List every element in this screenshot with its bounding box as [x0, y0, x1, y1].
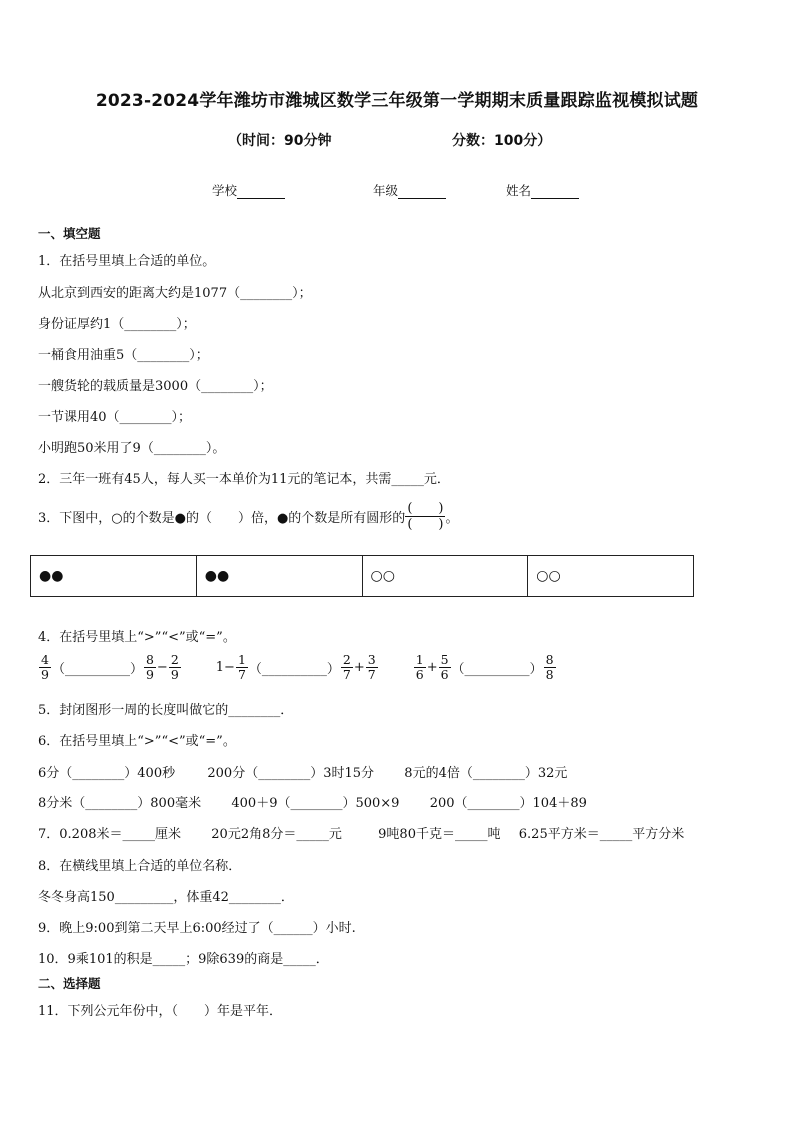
grade-blank[interactable] — [398, 186, 446, 199]
section-multiple-choice: 二、选择题 — [38, 976, 101, 991]
q3-cell: ○○ — [528, 556, 694, 597]
exam-title: 2023-2024学年潍坊市潍城区数学三年级第一学期期末质量跟踪监视模拟试题 — [95, 91, 699, 111]
frac-den: 7 — [342, 666, 351, 682]
q1-item: 身份证厚约1（________）； — [38, 317, 196, 332]
q8-stem: 8．在横线里填上合适的单位名称． — [38, 859, 242, 874]
frac-den: 8 — [545, 666, 554, 682]
name-field — [506, 181, 579, 199]
q3-frac-num: ( ) — [407, 500, 444, 516]
q10-text: 10．9乘101的积是_____；9除639的商是_____． — [38, 952, 329, 967]
q9-text: 9．晚上9:00到第二天早上6:00经过了（______）小时. — [38, 921, 356, 936]
frac-num: 8 — [145, 651, 154, 667]
q1-item: 从北京到西安的距离大约是1077（________）； — [38, 286, 312, 301]
q7-row — [38, 823, 684, 842]
q3-text-a: 3．下图中，○的个数是●的（ ）倍，●的个数是所有圆形的 — [38, 510, 406, 526]
frac-num: 3 — [367, 651, 376, 667]
frac-num: 2 — [342, 651, 351, 667]
frac-num: 4 — [41, 651, 49, 667]
operator: − — [156, 659, 168, 675]
q7-item: 9吨80千克＝_____吨 — [378, 827, 501, 842]
exam-time: （时间：90分钟 — [228, 133, 332, 149]
frac-den: 6 — [415, 666, 424, 682]
fraction — [341, 653, 353, 682]
frac-num: 8 — [545, 651, 554, 667]
fraction — [144, 653, 156, 682]
q1-item: 小明跑50米用了9（________）。 — [38, 441, 226, 456]
q1-item: 一节课用40（________）； — [38, 410, 192, 425]
grade-field — [373, 181, 446, 199]
frac-den: 9 — [41, 666, 49, 682]
frac-den: 7 — [237, 666, 246, 682]
q4-expressions — [38, 650, 557, 684]
school-blank[interactable] — [237, 186, 285, 199]
section-fill-in: 一、填空题 — [38, 226, 101, 241]
q1-stem: 1．在括号里填上合适的单位。 — [38, 254, 216, 269]
fraction — [414, 653, 426, 682]
frac-num: 2 — [170, 651, 179, 667]
q2-text: 2．三年一班有45人，每人买一本单价为11元的笔记本，共需_____元． — [38, 472, 450, 487]
q6-item: 8分米（________）800毫米 — [38, 796, 202, 811]
q6-item: 200分（________）3时15分 — [207, 766, 375, 781]
compare-blank[interactable]: （__________） — [451, 661, 543, 677]
q6-item: 8元的4倍（________）32元 — [404, 766, 568, 781]
q3-circle-table — [30, 555, 694, 597]
name-label: 姓名 — [506, 183, 532, 198]
q7-item: 20元2角8分＝_____元 — [211, 827, 342, 842]
frac-num: 1 — [237, 651, 246, 667]
fraction — [236, 653, 248, 682]
q3-text-end: 。 — [445, 510, 459, 526]
exam-score: 分数：100分） — [452, 133, 552, 149]
compare-blank[interactable]: （__________） — [51, 661, 143, 677]
q4-e2-lead: 1− — [215, 659, 235, 675]
name-blank[interactable] — [531, 186, 579, 199]
q1-item: 一艘货轮的载质量是3000（________）； — [38, 379, 273, 394]
compare-blank[interactable]: （__________） — [248, 661, 340, 677]
fraction — [439, 653, 451, 682]
frac-num: 5 — [440, 651, 449, 667]
q3-cell: ○○ — [362, 556, 528, 597]
fraction — [39, 653, 51, 682]
q6-row2 — [38, 792, 587, 811]
q6-item: 400＋9（________）500×9 — [231, 796, 400, 811]
q6-stem: 6．在括号里填上“>”“<”或“=”。 — [38, 734, 236, 749]
q8-line: 冬冬身高150_________，体重42________． — [38, 890, 294, 905]
q3-fraction-blank[interactable] — [405, 501, 445, 532]
q7-item: 6.25平方米＝_____平方分米 — [518, 827, 685, 842]
fraction — [544, 653, 556, 682]
q6-item: 6分（________）400秒 — [38, 766, 176, 781]
frac-num: 1 — [415, 651, 424, 667]
frac-den: 9 — [170, 666, 179, 682]
q3-cell: ●● — [31, 556, 197, 597]
q6-row1 — [38, 762, 567, 781]
grade-label: 年级 — [373, 183, 399, 198]
fraction — [366, 653, 378, 682]
q7-item: 7．0.208米＝_____厘米 — [38, 827, 181, 842]
q3-frac-den: ( ) — [407, 516, 444, 532]
school-field — [212, 181, 285, 199]
school-label: 学校 — [212, 183, 238, 198]
fraction — [169, 653, 181, 682]
q11-text: 11．下列公元年份中，（ ）年是平年． — [38, 1004, 283, 1019]
q4-stem: 4．在括号里填上“>”“<”或“=”。 — [38, 630, 236, 645]
q6-item: 200（________）104＋89 — [429, 796, 587, 811]
q5-text: 5．封闭图形一周的长度叫做它的________． — [38, 703, 294, 718]
q3-cell: ●● — [196, 556, 362, 597]
frac-den: 6 — [440, 666, 449, 682]
operator: + — [426, 659, 438, 675]
q1-item: 一桶食用油重5（________）； — [38, 348, 209, 363]
q3-text — [38, 501, 458, 531]
operator: + — [353, 659, 365, 675]
frac-den: 9 — [145, 666, 154, 682]
frac-den: 7 — [367, 666, 376, 682]
